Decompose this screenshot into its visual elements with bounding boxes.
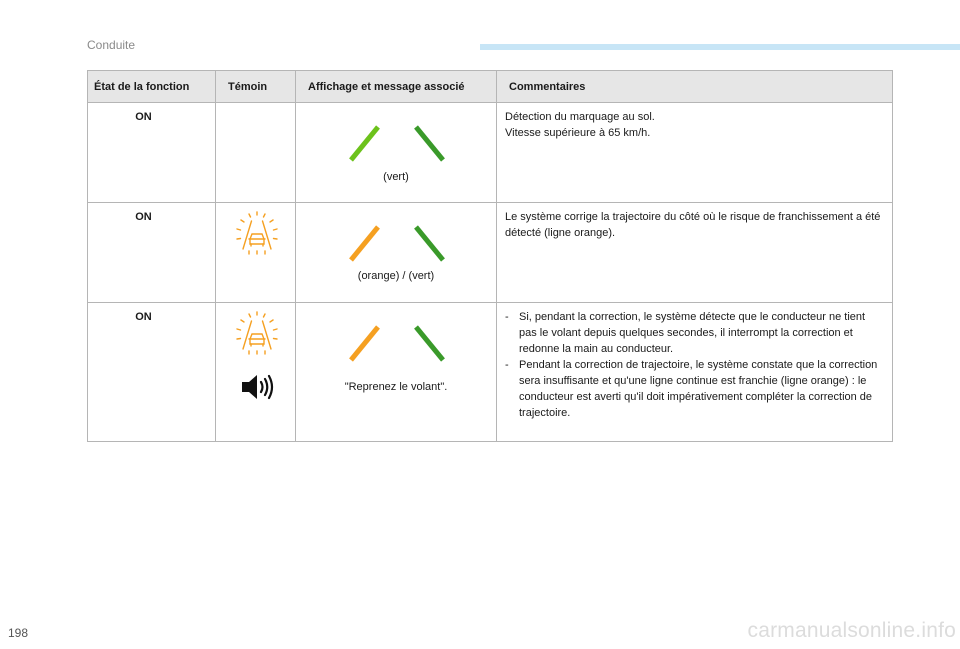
lane-keeping-assist-icon [236,311,278,355]
display-cell [296,303,497,442]
comment-line: Détection du marquage au sol. [505,111,655,123]
state-cell: ON [88,103,216,203]
column-header-state: État de la fonction [88,71,216,103]
column-header-display: Affichage et message associé [296,71,497,103]
display-caption: "Reprenez le volant". [344,381,448,393]
column-header-comments: Commentaires [497,71,893,103]
state-cell: ON [88,203,216,303]
comment-cell [497,103,893,203]
bullet-text: Si, pendant la correction, le système détecte que le conducteur ne tient pas le volant depuis quelques secondes, il interrompt la correction et redonne la main au conducteur. [519,311,866,355]
section-accent-bar [480,44,960,50]
display-cell [296,103,497,203]
left-lane-line [351,327,378,360]
comment-line: Le système corrige la trajectoire du côté où le risque de franchissement a été détecté (ligne orange). [505,211,881,239]
witness-cell [216,103,296,203]
lane-keeping-assist-icon [236,211,278,255]
witness-cell [216,303,296,442]
list-item: - Si, pendant la correction, le système détecte que le conducteur ne tient pas le volant depuis quelques secondes, il interrompt la correction et redonne la main au conducteur. [505,311,866,355]
section-title: Conduite [87,38,136,52]
sound-alert-icon [240,373,274,401]
column-header-witness: Témoin [216,71,296,103]
table-row [88,203,893,303]
left-lane-line [351,127,378,160]
comment-line: Vitesse supérieure à 65 km/h. [505,127,651,139]
watermark: carmanualsonline.info [747,619,956,642]
witness-cell [216,203,296,303]
display-cell [296,203,497,303]
lane-lines-display-icon [346,123,446,163]
table-header-row [88,71,893,103]
left-lane-line [351,227,378,260]
right-lane-line [416,127,443,160]
lane-lines-display-icon [346,323,446,363]
comment-cell [497,203,893,303]
comment-bullet-list [505,309,884,421]
bullet-text: Pendant la correction de trajectoire, le système constate que la correction sera insuffisante et qu'une ligne continue est franchie (ligne orange) : le conducteur est averti qu'il doit impérativement compléter la correction de trajectoire. [519,359,878,419]
right-lane-line [416,327,443,360]
state-cell: ON [88,303,216,442]
display-caption: (orange) / (vert) [357,270,435,282]
table-row [88,303,893,442]
lane-lines-display-icon [346,223,446,263]
list-item: - Pendant la correction de trajectoire, le système constate que la correction sera insuffisante et qu'une ligne continue est franchie (ligne orange) : le conducteur est averti qu'il doit impérativement compléter la correction de trajectoire. [505,359,878,419]
page-number: 198 [8,626,29,640]
comment-cell [497,303,893,442]
function-status-table [87,70,893,442]
display-caption: (vert) [383,171,409,183]
right-lane-line [416,227,443,260]
table-row [88,103,893,203]
